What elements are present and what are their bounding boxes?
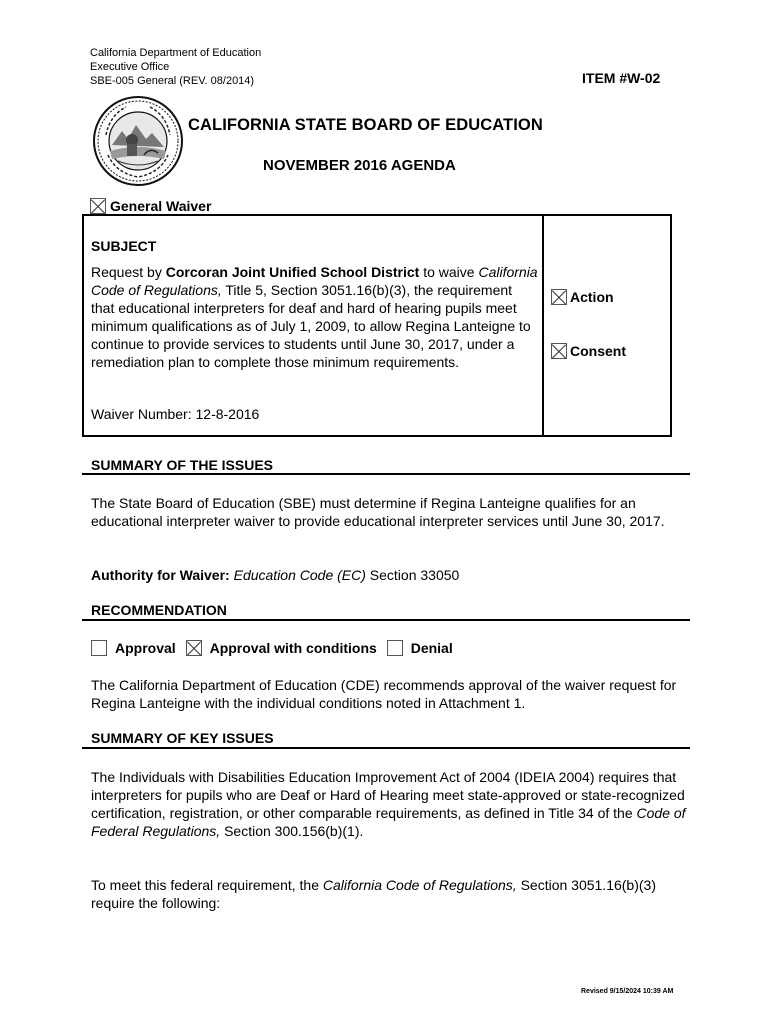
subject-heading: SUBJECT (91, 238, 157, 254)
waiver-number: Waiver Number: 12-8-2016 (91, 406, 260, 422)
general-waiver-label: General Waiver (110, 198, 212, 214)
authority-section: Section 33050 (365, 567, 460, 583)
authority-label: Authority for Waiver: (91, 567, 230, 583)
recommendation-options (91, 640, 453, 656)
approval-checkbox[interactable] (91, 640, 107, 656)
cfr-citation: Code of Federal Regulations, (91, 805, 686, 839)
action-checkbox[interactable] (551, 289, 567, 305)
summary-issues-paragraph: The State Board of Education (SBE) must determine if Regina Lanteigne qualifies for an educational interpreter waiver to provide educational interpreter services until June 30, 2017. (91, 495, 665, 529)
subject-text-part: Title 5, Section 3051.16(b)(3), the requirement that educational interpreters for deaf and hard of hearing pupils meet minimum qualifications as of July 1, 2009, to allow Regina Lanteigne to continue to provide services to students until June 30, 2017, under a remediation plan to complete those minimum requirements. (91, 282, 531, 370)
subject-text-part: to waive (419, 264, 479, 280)
header-form-number: SBE-005 General (REV. 08/2014) (90, 75, 255, 87)
key-issues-text: The Individuals with Disabilities Education Improvement Act of 2004 (IDEIA 2004) requires that interpreters for pupils who are Deaf or Hard of Hearing meet state-approved or state-recognized certification, registration, or other comparable requirements, as defined in Title 34 of the (91, 769, 685, 821)
key-issues-text: Section 3051.16(b)(3) require the following: (91, 877, 656, 911)
denial-label: Denial (410, 640, 453, 656)
consent-label: Consent (570, 343, 626, 359)
action-option (551, 289, 614, 305)
header-department: California Department of Education (90, 47, 262, 59)
section-divider (82, 619, 690, 621)
state-seal-icon (92, 95, 184, 187)
action-label: Action (570, 289, 614, 305)
subject-text (91, 263, 539, 371)
approval-with-conditions-label: Approval with conditions (209, 640, 377, 656)
subject-box (82, 214, 672, 437)
key-issues-paragraph-2 (91, 876, 691, 912)
subject-text-part: Request by (91, 264, 166, 280)
code-citation: California Code of Regulations, (91, 264, 538, 298)
consent-option (551, 343, 626, 359)
ccr-citation: California Code of Regulations, (322, 877, 517, 893)
header-agency (90, 46, 261, 88)
key-issues-paragraph-1 (91, 768, 691, 840)
summary-issues-heading: SUMMARY OF THE ISSUES (91, 457, 274, 473)
subject-cell (84, 216, 544, 435)
item-number: ITEM #W-02 (582, 70, 661, 86)
consent-checkbox[interactable] (551, 343, 567, 359)
authority-line (91, 566, 691, 584)
general-waiver-checkbox[interactable] (90, 198, 106, 214)
key-issues-text: To meet this federal requirement, the (91, 877, 323, 893)
recommendation-paragraph: The California Department of Education (CDE) recommends approval of the waiver request for Regina Lanteigne with the individual conditions noted in Attachment 1. (91, 677, 677, 711)
section-divider (82, 473, 690, 475)
board-title: CALIFORNIA STATE BOARD OF EDUCATION (188, 116, 543, 134)
key-issues-heading: SUMMARY OF KEY ISSUES (91, 730, 274, 746)
approval-label: Approval (115, 640, 176, 656)
denial-checkbox[interactable] (387, 640, 403, 656)
revised-timestamp: Revised 9/15/2024 10:39 AM (581, 988, 674, 995)
district-name: Corcoran Joint Unified School District (165, 264, 420, 280)
general-waiver (90, 198, 211, 214)
key-issues-text: Section 300.156(b)(1). (220, 823, 364, 839)
approval-with-conditions-checkbox[interactable] (186, 640, 202, 656)
recommendation-heading: RECOMMENDATION (91, 602, 227, 618)
header-office: Executive Office (90, 61, 170, 73)
authority-code: Education Code (EC) (229, 567, 366, 583)
section-divider (82, 747, 690, 749)
agenda-title: NOVEMBER 2016 AGENDA (263, 157, 456, 174)
